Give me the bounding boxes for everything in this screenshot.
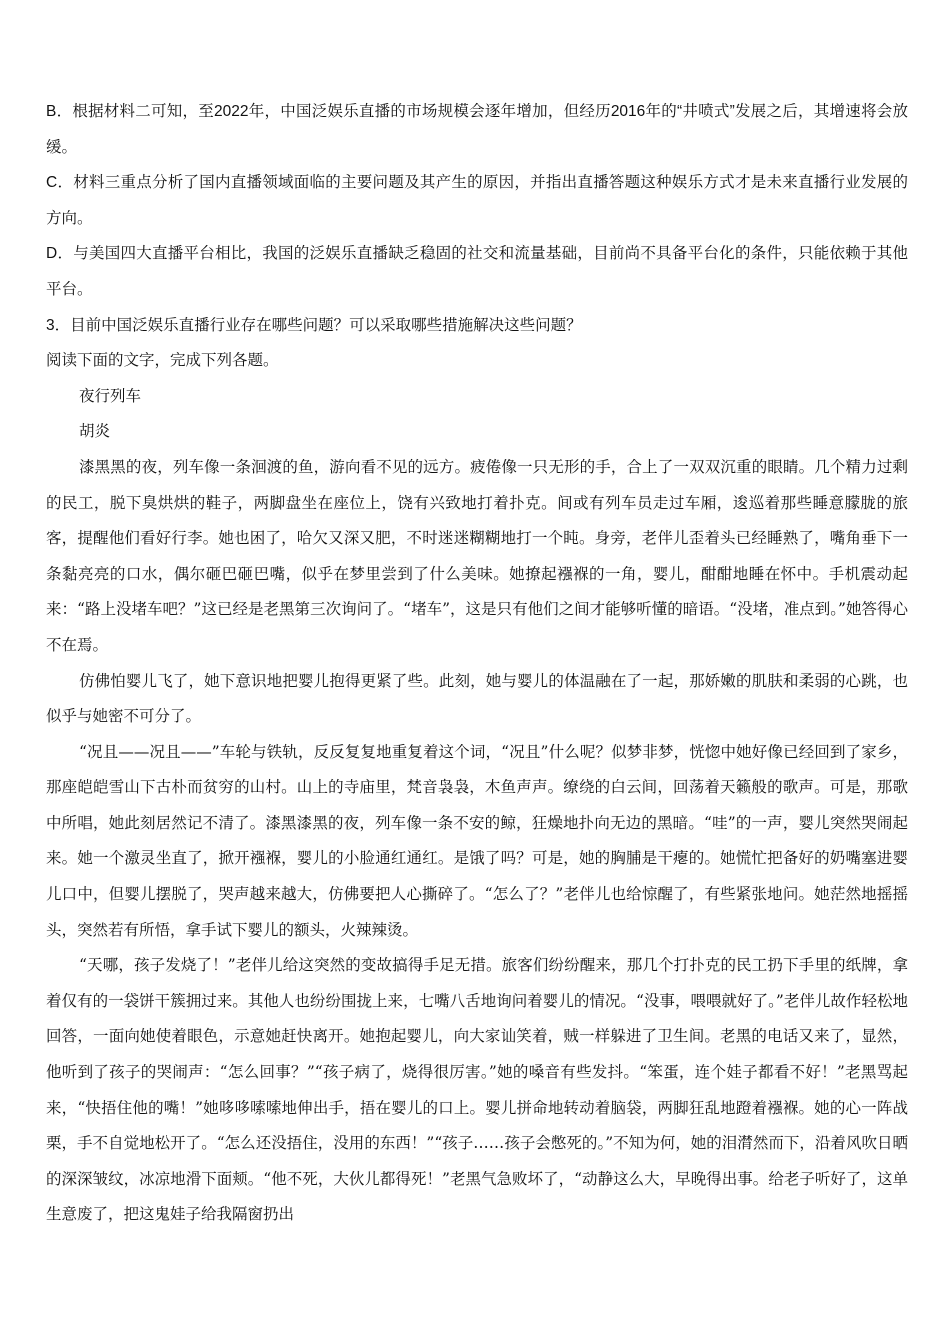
story-author: 胡炎 <box>79 422 111 441</box>
question-3: 3．目前中国泛娱乐直播行业存在哪些问题？可以采取哪些措施解决这些问题？ <box>46 316 582 334</box>
story-paragraph: “况且——况且——”车轮与铁轨，反反复复地重复着这个词，“况且”什么呢？似梦非梦，恍惚中她好像已经回到了家乡，那座皑皑雪山下古朴而贫穷的山村。山上的寺庙里，梵音袅袅，木鱼声声。缭绕的白云间，回荡着天籁般的歌声。可是，那歌中所唱，她此刻居然记不清了。漆黑漆黑的夜，列车像一条不安的鲸，狂燥地扑向无边的黑暗。“哇”的一声，婴儿突然哭闹起来。她一个激灵坐直了，掀开襁褓，婴儿的小脸通红通红。是饿了吗？可是，她的胸脯是干瘪的。她慌忙把备好的奶嘴塞进婴儿口中，但婴儿摆脱了，哭声越来越大，仿佛要把人心撕碎了。“怎么了？”老伴儿也给惊醒了，有些紧张地问。她茫然地摇摇头，突然若有所悟，拿手试下婴儿的额头，火辣辣烫。 <box>46 742 908 939</box>
option-c: C．材料三重点分析了国内直播领域面临的主要问题及其产生的原因，并指出直播答题这种娱乐方式才是未来直播行业发展的方向。 <box>46 174 908 227</box>
story-paragraph: 仿佛怕婴儿飞了，她下意识地把婴儿抱得更紧了些。此刻，她与婴儿的体温融在了一起，那娇嫩的肌肤和柔弱的心跳，也似乎与她密不可分了。 <box>46 671 908 726</box>
option-d: D．与美国四大直播平台相比，我国的泛娱乐直播缺乏稳固的社交和流量基础，目前尚不具备平台化的条件，只能依赖于其他平台。 <box>46 245 908 298</box>
story-title: 夜行列车 <box>79 386 142 405</box>
document-page <box>46 94 908 1233</box>
option-b: B．根据材料二可知，至2022年，中国泛娱乐直播的市场规模会逐年增加，但经历2016年的“井喷式”发展之后，其增速将会放缓。 <box>46 103 908 156</box>
story-paragraph: “天哪，孩子发烧了！”老伴儿给这突然的变故搞得手足无措。旅客们纷纷醒来，那几个打扑克的民工扔下手里的纸牌，拿着仅有的一袋饼干簇拥过来。其他人也纷纷围拢上来，七嘴八舌地询问着婴儿的情况。“没事，喂喂就好了。”老伴儿故作轻松地回答，一面向她使着眼色，示意她赶快离开。她抱起婴儿，向大家讪笑着，贼一样躲进了卫生间。老黑的电话又来了，显然，他听到了孩子的哭闹声：“怎么回事？”“孩子病了，烧得很厉害。”她的嗓音有些发抖。“笨蛋，连个娃子都看不好！”老黑骂起来，“快捂住他的嘴！”她哆哆嗦嗦地伸出手，捂在婴儿的口上。婴儿拼命地转动着脑袋，两脚狂乱地蹬着襁褓。她的心一阵战栗，手不自觉地松开了。“怎么还没捂住，没用的东西！”“孩子……孩子会憋死的。”不知为何，她的泪潸然而下，沿着风吹日晒的深深皱纹，冰凉地滑下面颊。“他不死，大伙儿都得死！”老黑气急败坏了，“动静这么大，早晚得出事。给老子听好了，这单生意废了，把这鬼娃子给我隔窗扔出 <box>46 956 908 1224</box>
reading-instruction: 阅读下面的文字，完成下列各题。 <box>46 352 279 370</box>
story-paragraph: 漆黑黑的夜，列车像一条洄渡的鱼，游向看不见的远方。疲倦像一只无形的手，合上了一双双沉重的眼睛。几个精力过剩的民工，脱下臭烘烘的鞋子，两脚盘坐在座位上，饶有兴致地打着扑克。间或有列车员走过车厢，逡巡着那些睡意朦胧的旅客，提醒他们看好行李。她也困了，哈欠又深又肥，不时迷迷糊糊地打一个盹。身旁，老伴儿歪着头已经睡熟了，嘴角垂下一条黏亮亮的口水，偶尔砸巴砸巴嘴，似乎在梦里尝到了什么美味。她撩起襁褓的一角，婴儿，酣酣地睡在怀中。手机震动起来：“路上没堵车吧？”这已经是老黑第三次询问了。“堵车”，这是只有他们之间才能够听懂的暗语。“没堵，准点到。”她答得心不在焉。 <box>46 457 908 654</box>
